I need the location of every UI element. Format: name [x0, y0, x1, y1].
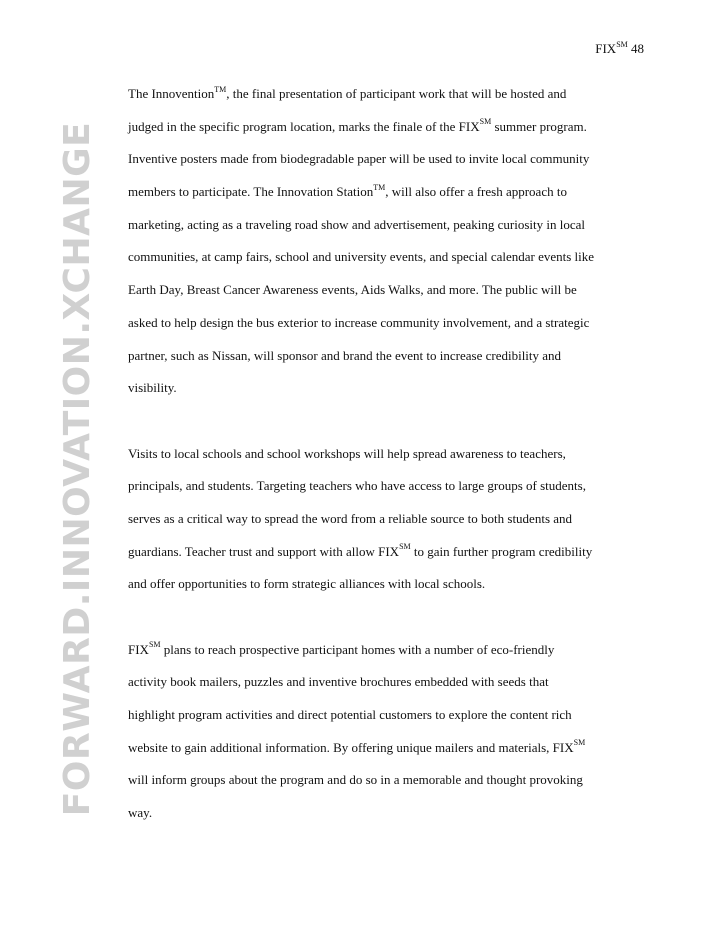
paragraph-gap: [128, 411, 698, 444]
text-run: website to gain additional information. By offering unique mailers and materials, FIX: [128, 739, 574, 755]
text-run: Earth Day, Breast Cancer Awareness events, Aids Walks, and more. The public will be: [128, 282, 577, 298]
text-run: highlight program activities and direct potential customers to explore the content rich: [128, 707, 572, 723]
text-run: guardians. Teacher trust and support with allow FIX: [128, 543, 400, 559]
text-line: [128, 182, 698, 215]
superscript-mark: TM: [214, 84, 227, 94]
text-run: partner, such as Nissan, will sponsor and brand the event to increase credibility and: [128, 347, 562, 363]
text-line: [128, 149, 698, 182]
text-line: [128, 444, 698, 477]
text-line: [128, 738, 698, 771]
text-run: members to participate. The Innovation Station: [128, 184, 374, 200]
text-run: Inventive posters made from biodegradable paper will be used to invite local community: [128, 151, 590, 167]
text-line: [128, 313, 698, 346]
text-line: [128, 640, 698, 673]
text-line: [128, 476, 698, 509]
superscript-mark: SM: [573, 738, 586, 748]
superscript-mark: SM: [399, 542, 411, 552]
superscript-mark: TM: [373, 182, 386, 192]
paragraph-gap: [128, 607, 698, 640]
page-header: [595, 41, 644, 57]
text-line: [128, 215, 698, 248]
text-run: , will also offer a fresh approach to: [385, 184, 567, 200]
text-run: marketing, acting as a traveling road show and advertisement, peaking curiosity in local: [128, 216, 586, 232]
text-run: plans to reach prospective participant homes with a number of eco-friendly: [160, 641, 555, 657]
text-line: [128, 378, 698, 411]
header-brand: FIX: [595, 41, 617, 56]
text-line: [128, 509, 698, 542]
text-run: judged in the specific program location, marks the finale of the FIX: [128, 118, 480, 134]
text-run: way.: [128, 805, 153, 821]
text-line: [128, 770, 698, 803]
text-line: [128, 542, 698, 575]
text-run: communities, at camp fairs, school and university events, and special calendar events like: [128, 249, 595, 265]
text-line: [128, 84, 698, 117]
body-text: [128, 84, 698, 836]
text-line: [128, 574, 698, 607]
text-run: principals, and students. Targeting teachers who have access to large groups of students,: [128, 478, 586, 494]
text-run: will inform groups about the program and do so in a memorable and thought provoking: [128, 772, 583, 788]
text-run: to gain further program credibility: [410, 543, 593, 559]
text-line: [128, 672, 698, 705]
text-line: [128, 280, 698, 313]
text-line: [128, 117, 698, 150]
text-line: [128, 346, 698, 379]
text-run: , the final presentation of participant work that will be hosted and: [226, 86, 567, 101]
text-run: and offer opportunities to form strategic alliances with local schools.: [128, 576, 486, 592]
text-line: [128, 803, 698, 836]
text-run: serves as a critical way to spread the word from a reliable source to both students and: [128, 510, 573, 526]
watermark-text: FORWARD.INNOVATION.XCHANGE: [57, 121, 98, 817]
page-number: 48: [631, 41, 644, 56]
text-line: [128, 247, 698, 280]
text-run: visibility.: [128, 380, 177, 396]
text-run: FIX: [128, 641, 149, 657]
sidebar-watermark: [56, 48, 100, 890]
superscript-mark: SM: [148, 640, 161, 650]
header-service-mark: SM: [616, 39, 628, 49]
text-run: Visits to local schools and school workshops will help spread awareness to teachers,: [128, 445, 566, 461]
superscript-mark: SM: [479, 117, 492, 127]
text-run: asked to help design the bus exterior to increase community involvement, and a strategic: [128, 314, 590, 330]
text-run: activity book mailers, puzzles and inventive brochures embedded with seeds that: [128, 674, 549, 690]
text-run: The Innovention: [128, 86, 215, 101]
text-run: summer program.: [491, 118, 587, 134]
text-line: [128, 705, 698, 738]
